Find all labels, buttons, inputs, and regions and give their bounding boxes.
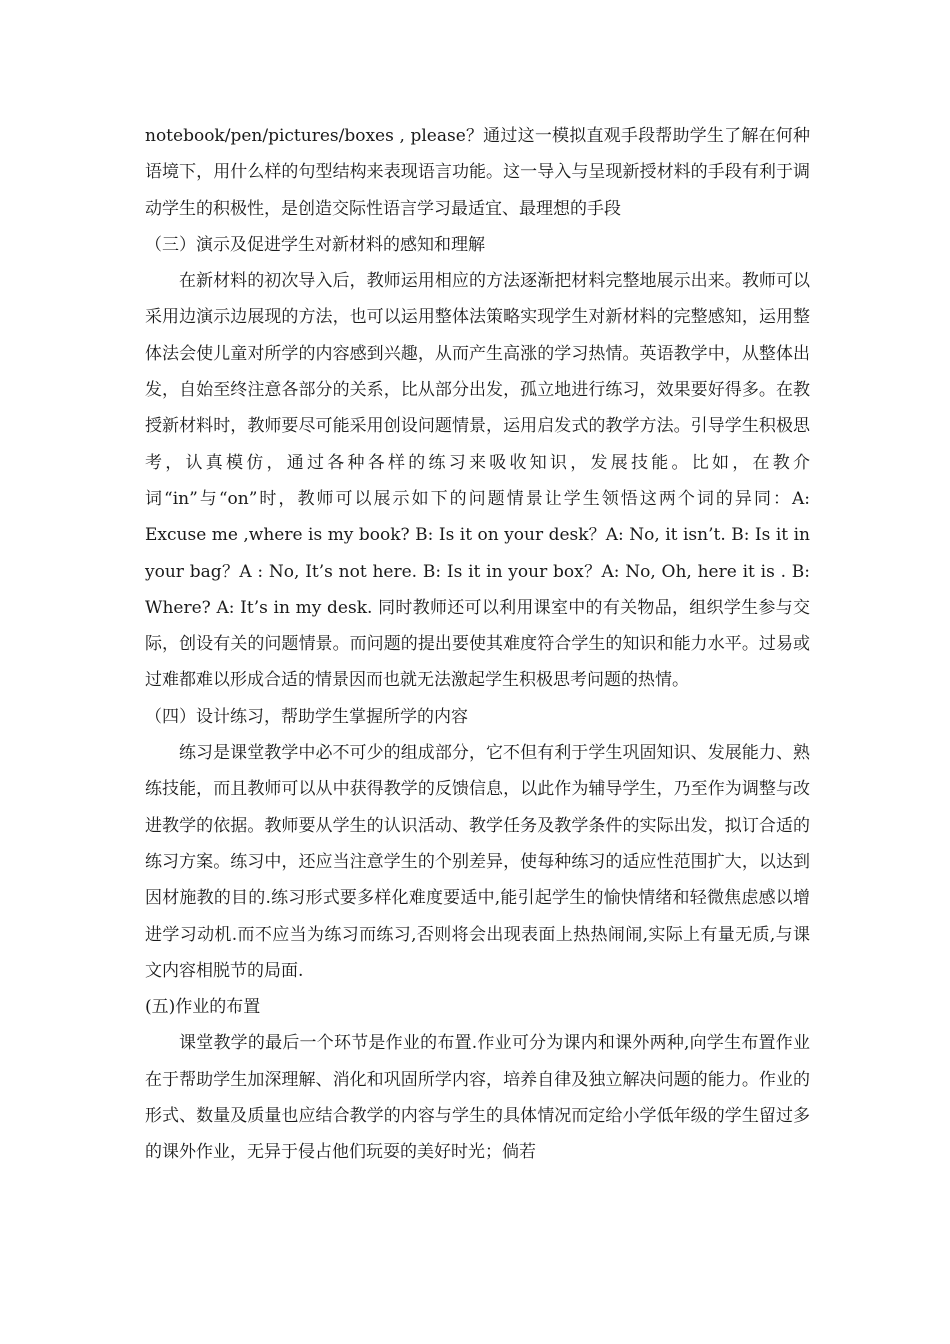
paragraph-section-4: 练习是课堂教学中必不可少的组成部分，它不但有利于学生巩固知识、发展能力、熟练技能，而且教师可以从中获得教学的反馈信息，以此作为辅导学生，乃至作为调整与改进教学的依据。教师要从学生的认识活动、教学任务及教学条件的实际出发，拟订合适的练习方案。练习中，还应当注意学生的个别差异，使每种练习的适应性范围扩大，以达到因材施教的目的.练习形式要多样化难度要适中,能引起学生的愉快情绪和轻微焦虑感以增进学习动机.而不应当为练习而练习,否则将会出现表面上热热闹闹,实际上有量无质,与课文内容相脱节的局面. bbox=[145, 743, 810, 981]
section-heading-4: （四）设计练习，帮助学生掌握所学的内容 bbox=[145, 706, 468, 727]
paragraph-section-5: 课堂教学的最后一个环节是作业的布置.作业可分为课内和课外两种,向学生布置作业在于帮助学生加深理解、消化和巩固所学内容，培养自律及独立解决问题的能力。作业的形式、数量及质量也应结合教学的内容与学生的具体情况而定给小学低年级的学生留过多的课外作业，无异于侵占他们玩耍的美好时光；倘若 bbox=[145, 1033, 810, 1163]
paragraph-section-3: 在新材料的初次导入后，教师运用相应的方法逐渐把材料完整地展示出来。教师可以采用边演示边展现的方法，也可以运用整体法策略实现学生对新材料的完整感知，运用整体法会使儿童对所学的内容感到兴趣，从而产生高涨的学习热情。英语教学中，从整体出发，自始至终注意各部分的关系，比从部分出发，孤立地进行练习，效果要好得多。在教授新材料时，教师要尽可能采用创设问题情景，运用启发式的教学方法。引导学生积极思考，认真模仿，通过各种各样的练习来吸收知识，发展技能。比如，在教介词“in”与“on”时，教师可以展示如下的问题情景让学生领悟这两个词的异同：A: Excuse me ,where is my book? B: Is it on your desk？A: No, it isn’t. B: Is it in your bag？A : No, It’s not here. B: Is it in your box？A: No, Oh, here it is . B: Where? A: It’s in my desk. 同时教师还可以利用课室中的有关物品，组织学生参与交际，创设有关的问题情景。而问题的提出要使其难度符合学生的知识和能力水平。过易或过难都难以形成合适的情景因而也就无法激起学生积极思考问题的热情。 bbox=[145, 271, 810, 691]
section-heading-5: (五)作业的布置 bbox=[145, 997, 261, 1018]
section-heading-3: （三）演示及促进学生对新材料的感知和理解 bbox=[145, 234, 485, 255]
paragraph-intro: notebook/pen/pictures/boxes , please？通过这一模拟直观手段帮助学生了解在何种语境下，用什么样的句型结构来表现语言功能。这一导入与呈现新授材料的手段有利于调动学生的积极性，是创造交际性语言学习最适宜、最理想的手段 bbox=[145, 126, 810, 219]
document-page bbox=[145, 118, 810, 1171]
